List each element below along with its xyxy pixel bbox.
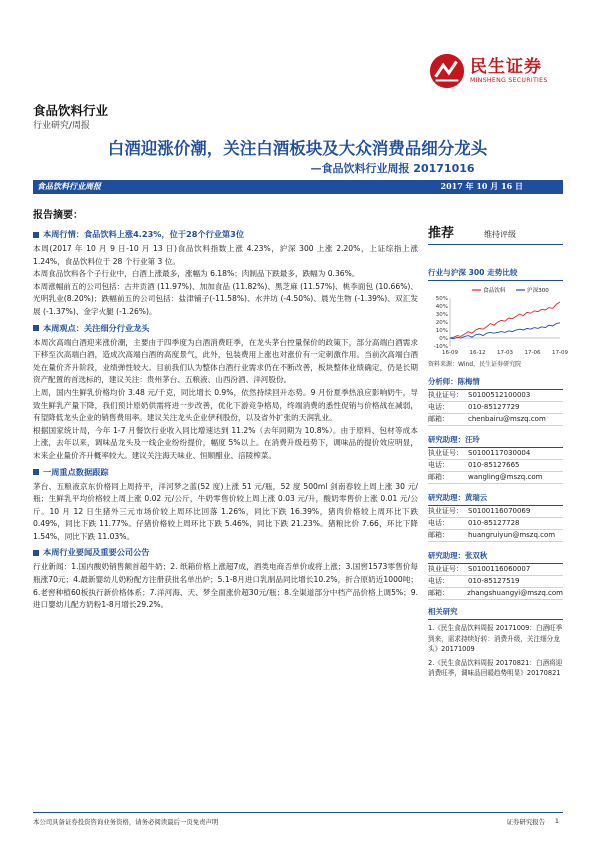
y-tick-label: 20% xyxy=(435,320,448,326)
section-heading: 本周行情：食品饮料上涨4.23%，位于28个行业第3位 xyxy=(33,229,418,240)
company-logo xyxy=(428,52,548,90)
analyst-email-link[interactable]: zhangshuangyi@mszq.com xyxy=(467,589,563,597)
analyst-info-row xyxy=(428,414,563,426)
analyst-info-row xyxy=(428,530,563,542)
section-news xyxy=(33,547,418,611)
section-market xyxy=(33,229,418,319)
analyst-info-row xyxy=(428,518,563,530)
analyst-info-key: 邮箱： xyxy=(428,531,449,539)
analyst-info-row xyxy=(428,588,563,600)
x-tick-label: 17-06 xyxy=(524,350,541,356)
rating-note: 维持评级 xyxy=(484,230,517,239)
trend-chart-svg xyxy=(428,284,568,356)
square-bullet-icon xyxy=(33,550,39,556)
square-bullet-icon xyxy=(33,469,39,475)
analyst-info-key: 电话： xyxy=(428,577,449,585)
logo-cn-text: 民生证券 xyxy=(470,57,542,77)
section-view xyxy=(33,323,418,463)
industry-label: 食品饮料行业 xyxy=(33,103,109,118)
y-tick-label: 10% xyxy=(435,328,448,334)
analyst-info-value: 010-85127519 xyxy=(468,577,520,585)
analyst-info-row xyxy=(428,390,563,402)
analyst-name: 分析师：陈梅情 xyxy=(428,374,563,390)
analyst-block xyxy=(428,490,563,542)
analyst-info-value: S0100512100003 xyxy=(468,391,531,399)
square-bullet-icon xyxy=(33,325,39,331)
paragraph: 本周涨幅前五的公司包括：古井贡酒 (11.97%)、加加食品 (11.82%)、黑芝麻 (11.57%)、桃李面包 (10.66%)、光明乳业(8.20%)；跌幅前五的公司包括：盐津铺子(-11.58%)、水井坊 (-4.50%)、晨光生物 (-1.39%)、双汇发展 (-1.37%)、金字火腿 (-1.26%)。 xyxy=(33,281,418,316)
analyst-info-value: 010-85127729 xyxy=(468,403,520,411)
x-tick-label: 16-09 xyxy=(442,350,458,356)
analyst-info-key: 执业证号： xyxy=(428,449,463,457)
analyst-info-value: S0100117030004 xyxy=(468,449,531,457)
rating: 推荐 xyxy=(428,226,455,241)
header-band xyxy=(33,180,563,194)
paragraph: 本周(2017 年 10 月 9 日-10 月 13 日)食品饮料指数上涨 4.23%，沪深 300 上涨 2.20%，上证综指上涨 1.24%，食品饮料位于 28 个行业第 3 位。 xyxy=(33,244,418,266)
section-heading: 一周重点数据跟踪 xyxy=(33,467,418,478)
analyst-info-value: S0100116060007 xyxy=(468,565,531,573)
paragraph: 根据国家统计局，今年 1-7 月餐饮行业收入同比增速达到 11.2%（去年同期为 10.8%）。由于原料、包材等成本上涨，去年以来，调味品龙头及一线企业纷纷提价，幅度 5%以上。在消费升级趋势下，调味品的提价效应明显，未来企业量价齐升概率较大。建议关注海天味业、恒顺醋业、涪陵榨菜。 xyxy=(33,425,418,460)
analyst-info-key: 电话： xyxy=(428,519,449,527)
analyst-block xyxy=(428,548,563,600)
analyst-info-row xyxy=(428,506,563,518)
analyst-info-value: 010-85127665 xyxy=(468,461,520,469)
related-item: 1.《民生食品饮料周报 20171009：白酒旺季到来，需求持续好转：消费升级，关注细分龙头》20171009 xyxy=(428,624,563,654)
paragraph: 茅台、五粮液京东价格同上周持平，洋河梦之蓝(52 度)上涨 51 元/瓶，52 度 500ml 剑南春较上周上涨 30 元/瓶；生鲜乳平均价格较上周上涨 0.02 元/公斤，牛奶零售价较上周上涨 0.03 元/升，酸奶零售价上涨 0.01 元/公斤。10 月 12 日生猪外三元市场价较上周环比回落 1.26%，同比下跌 16.39%，猪肉价格较上周环比下跌 0.49%，同比下跌 11.77%。仔猪价格较上周环比下跌 5.46%，同比下跌 21.23%。猪粮比价 7.66，环比下降 1.54%，同比下跌 11.03%。 xyxy=(33,481,418,541)
analyst-info-value: 010-85127728 xyxy=(468,519,520,527)
y-tick-label: 50% xyxy=(435,296,448,302)
analyst-info-row xyxy=(428,564,563,576)
band-report-name: 食品饮料行业周报 xyxy=(37,181,101,191)
section-data xyxy=(33,467,418,544)
analyst-info-row xyxy=(428,448,563,460)
report-title: 白酒迎涨价潮，关注白酒板块及大众消费品细分龙头 xyxy=(107,139,488,158)
y-tick-label: -10% xyxy=(433,344,448,350)
footer-label: 证券研究报告 xyxy=(506,818,545,826)
analyst-name: 研究助理：汪玲 xyxy=(428,432,563,448)
abstract-column xyxy=(33,206,418,612)
x-tick-label: 16-12 xyxy=(469,350,486,356)
square-bullet-icon xyxy=(33,232,39,238)
page-number: 1 xyxy=(554,817,559,825)
analyst-info-row xyxy=(428,460,563,472)
analyst-info-key: 执业证号： xyxy=(428,565,463,573)
analyst-name: 研究助理：张双秋 xyxy=(428,548,563,564)
legend-label: 沪深300 xyxy=(527,288,549,294)
analyst-info-row xyxy=(428,472,563,484)
logo-en-text: MINSHENG SECURITIES xyxy=(470,77,548,84)
paragraph: 行业新闻：1.国内酸奶销售额首超牛奶；2. 纸箱价格上涨超7成，酒类电商否单价或将上涨；3.国窖1573零售价每瓶涨70元；4.最新婴幼儿奶粉配方注册获批名单出炉；5.1-8月进口乳制品同比增长10.2%，折合原奶近1000吨；6.老窖种植60板执行新价格体系；7.洋河海、天、梦全面涨价超30元/瓶；8.全渠道部分中档产品价格上调5%；9.进口婴幼儿配方奶粉1-8月增长29.2%。 xyxy=(33,562,418,610)
band-date: 2017 年 10 月 16 日 xyxy=(440,181,523,191)
y-tick-label: 40% xyxy=(435,304,448,310)
section-heading: 本周行业要闻及重要公司公告 xyxy=(33,547,418,558)
y-tick-label: 0% xyxy=(439,336,448,342)
analyst-info-key: 邮箱： xyxy=(428,415,449,423)
rating-row xyxy=(428,222,563,245)
analyst-info-key: 执业证号： xyxy=(428,507,463,515)
analyst-email-link[interactable]: chenbairu@mszq.com xyxy=(468,415,546,423)
footer-disclaimer: 本公司具备证券投资咨询业务资格，请务必阅读最后一页免责声明 xyxy=(33,818,219,826)
paragraph: 上周，国内生鲜乳价格均价 3.48 元/千克，同比增长 0.9%，依然持续回升态势。9 月份夏季热浪应影响奶牛，导致生鲜乳产量下降，我们预计原奶供需将进一步改善，优化下游竞争格局，终端消费的悉性促销与价格战在减弱，有望降低龙头企业的销售费用率。建议关注龙头企业伊利股份，以及省外扩张的天润乳业。 xyxy=(33,387,418,423)
minsheng-logo-icon xyxy=(428,52,466,90)
trend-chart xyxy=(428,284,568,356)
report-subtitle: —食品饮料行业周报 20171016 xyxy=(310,162,475,175)
paragraph: 本周食品饮料各个子行业中，白酒上涨最多，涨幅为 6.18%；肉制品下跌最多，跌幅为 0.36%。 xyxy=(33,269,360,279)
analyst-email-link[interactable]: huangruiyun@mszq.com xyxy=(468,531,556,539)
paragraph: 本周次高端白酒迎来涨价潮，主要由于四季度为白酒消费旺季，在龙头茅台控量保价的政策下，部分高端白酒需求下移至次高端白酒，造成次高端白酒的高度景气，此外，包装费用上涨也对涨价有一定刺激作用。当前次高端白酒处在量价齐升阶段，业绩弹性较大。目前我们认为整体白酒行业需求仍在不断改善，板块整体业绩确定，仍是长期资产配置的首选标的，建议关注：贵州茅台、五粮液、山西汾酒、洋河股份。 xyxy=(33,337,418,385)
related-title: 相关研究 xyxy=(428,606,563,620)
analyst-block xyxy=(428,432,563,484)
x-tick-label: 17-09 xyxy=(552,350,568,356)
related-item: 2.《民生食品饮料周报 20170821：白酒将迎消费旺季，调味品回暖趋势明显》20170821 xyxy=(428,658,563,678)
section-heading: 本周观点：关注细分行业龙头 xyxy=(33,323,418,334)
analyst-info-row xyxy=(428,576,563,588)
analyst-info-key: 电话： xyxy=(428,461,449,469)
footer-divider xyxy=(33,812,563,813)
analyst-info-key: 电话： xyxy=(428,403,449,411)
analyst-info-value: S0100116070069 xyxy=(468,507,531,515)
x-tick-label: 17-03 xyxy=(497,350,513,356)
series-line xyxy=(450,323,560,339)
chart-source: 资料来源：Wind，民生证券研究院 xyxy=(428,361,522,368)
abstract-title: 报告摘要： xyxy=(33,210,83,221)
analyst-name: 研究助理：黄瑞云 xyxy=(428,490,563,506)
analyst-block xyxy=(428,374,563,426)
analyst-info-key: 邮箱： xyxy=(428,589,449,597)
analyst-email-link[interactable]: wangling@mszq.com xyxy=(468,473,543,481)
analyst-info-key: 执业证号： xyxy=(428,391,463,399)
legend-label: 食品饮料 xyxy=(483,288,506,294)
chart-title: 行业与沪深 300 走势比较 xyxy=(428,267,563,281)
y-tick-label: 30% xyxy=(435,312,448,318)
analyst-info-row xyxy=(428,402,563,414)
sidebar xyxy=(428,222,568,679)
analyst-info-key: 邮箱： xyxy=(428,473,449,481)
report-type: 行业研究/周报 xyxy=(33,121,91,131)
